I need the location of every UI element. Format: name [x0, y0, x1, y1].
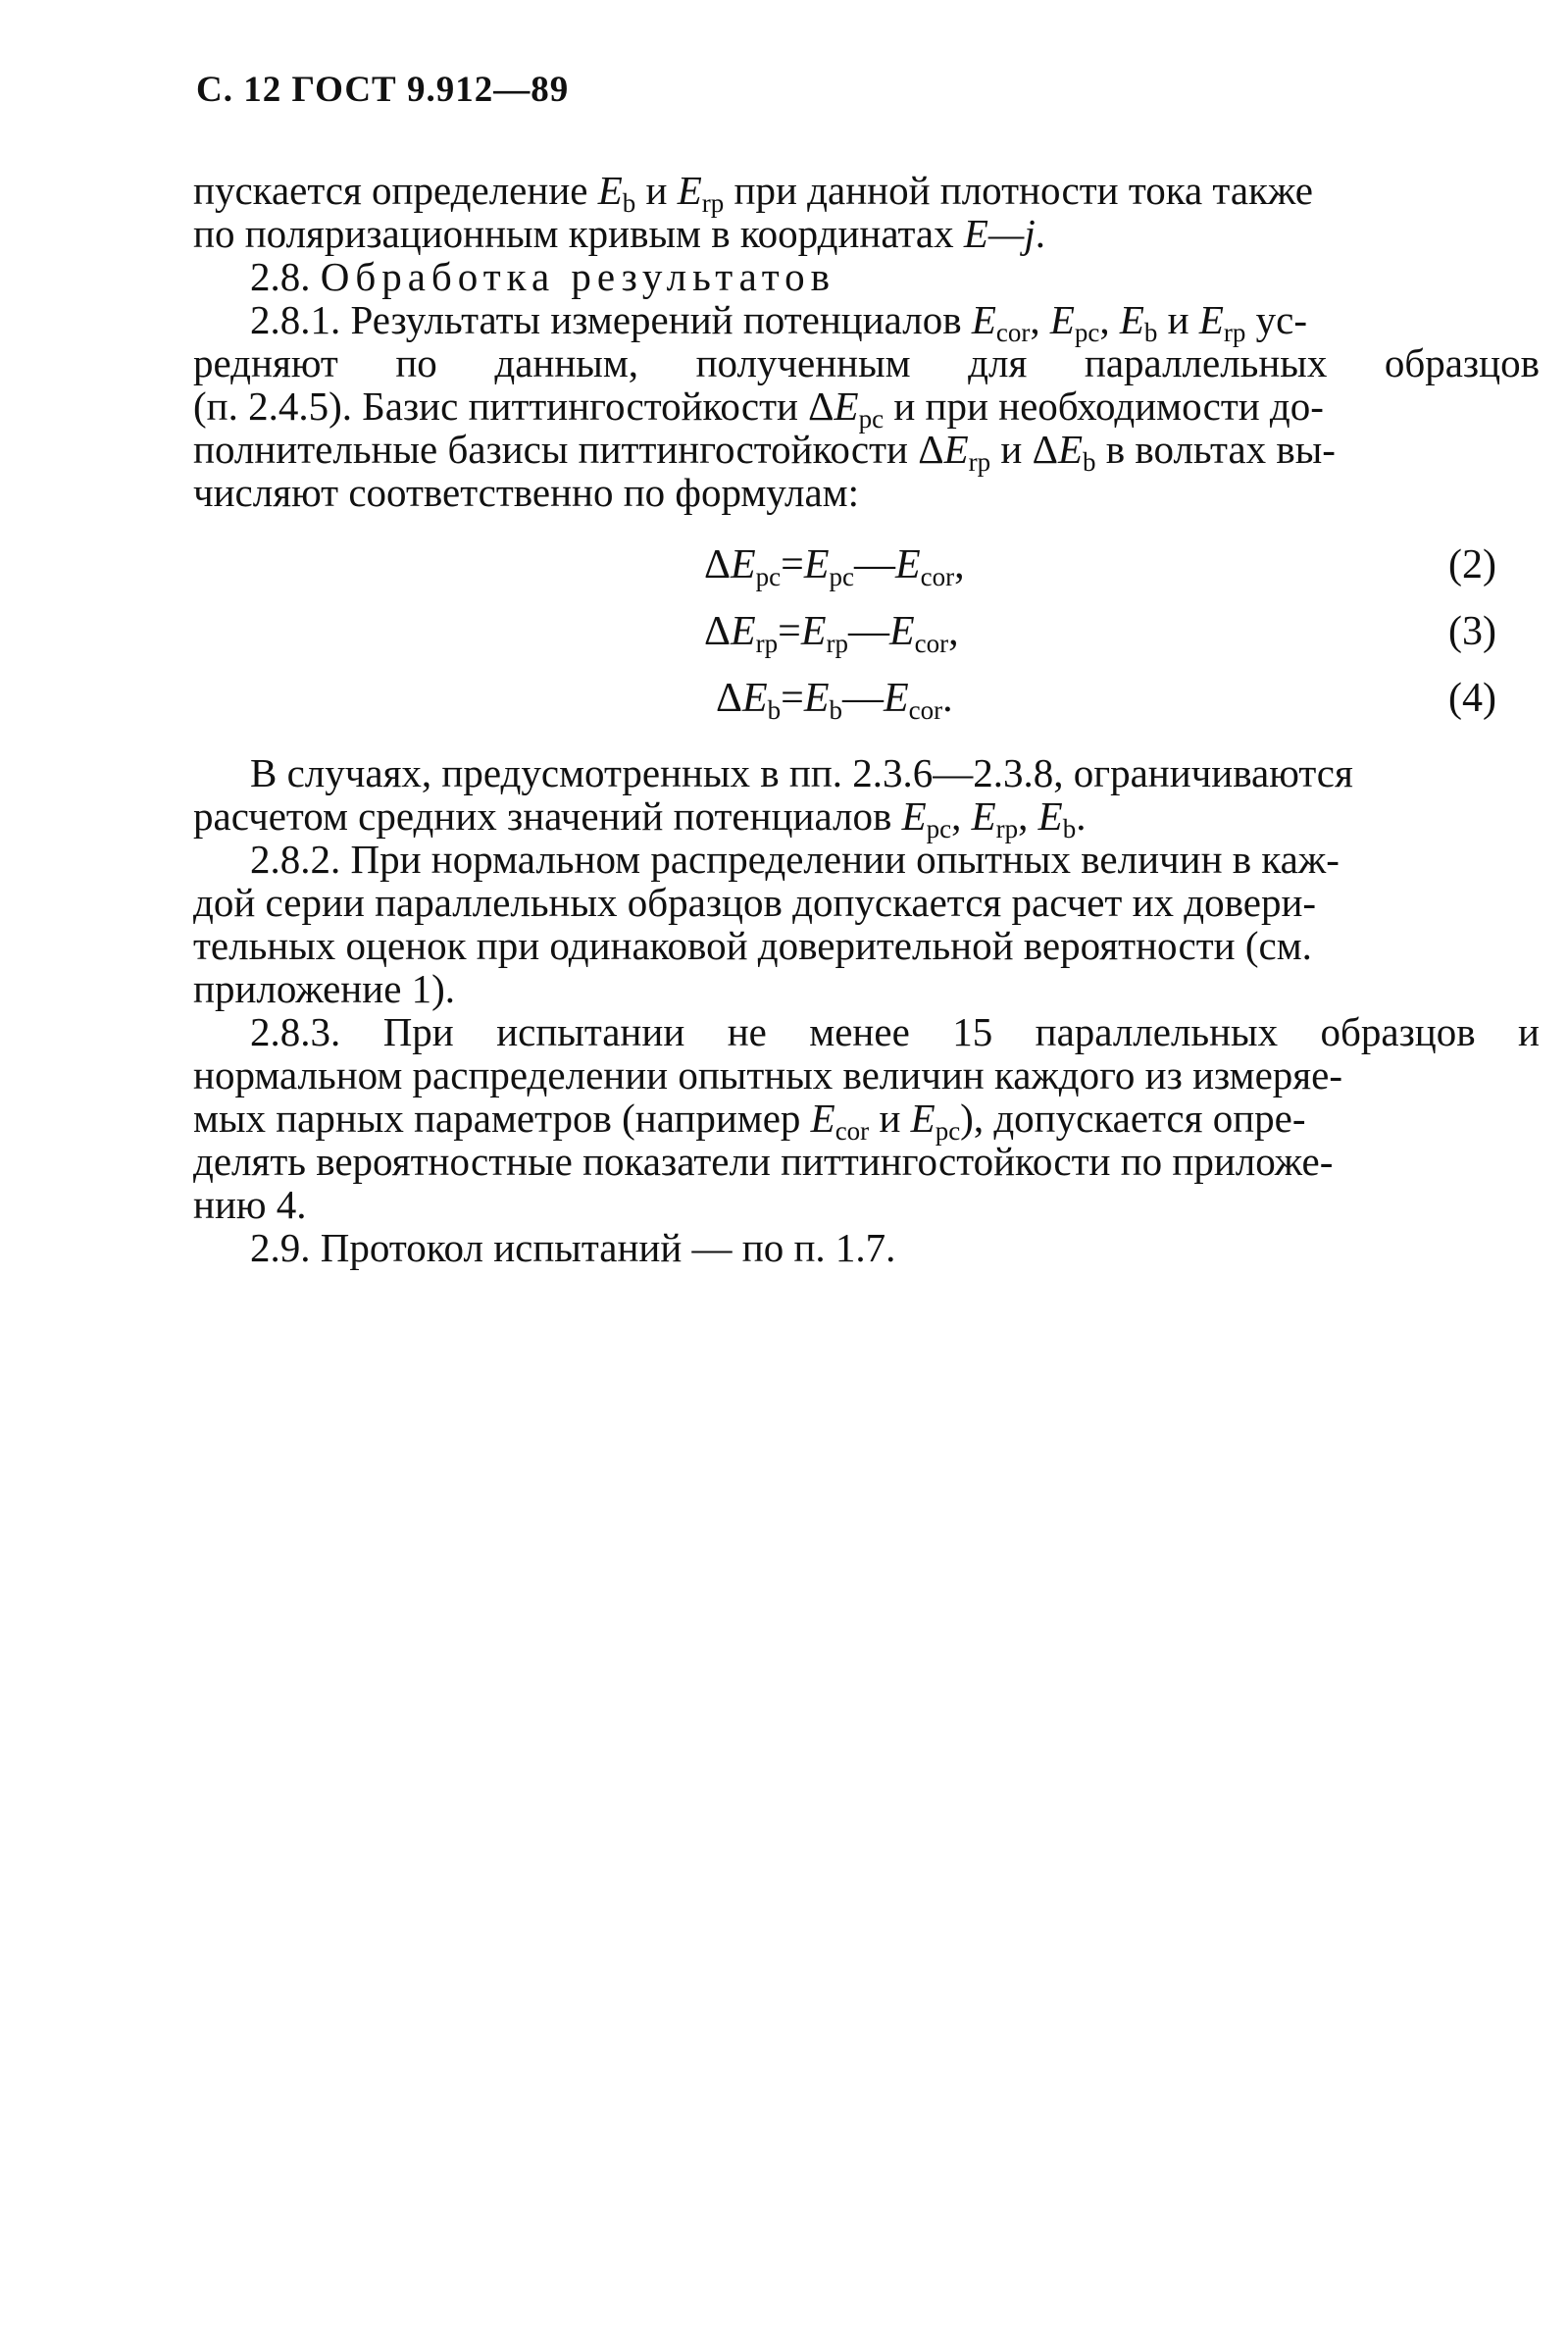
- text-line: расчетом средних значений потенциалов $E_{pc}$, $E_{rp}$, $E_b$.: [193, 793, 1087, 843]
- text-line: нормальном распределении опытных величин каждого из измеряе-: [193, 1052, 1342, 1098]
- text-line: 2.8.3. При испытании не менее 15 параллельных образцов и: [250, 1009, 1540, 1054]
- text-line: приложение 1).: [193, 966, 456, 1011]
- text-line: пускается определение $E_b$ и $E_{rp}$ при данной плотности тока также: [193, 168, 1313, 218]
- text-line: (п. 2.4.5). Базис питтингостойкости $\Delta E_{pc}$ и при необходимости до-: [193, 383, 1324, 434]
- equation-number-4: (4): [1448, 676, 1496, 721]
- page-header: С. 12 ГОСТ 9.912—89: [196, 70, 570, 110]
- text-line: 2.8.1. Результаты измерений потенциалов $E_{cor}$, $E_{pc}$, $E_b$ и $E_{rp}$ ус-: [250, 297, 1308, 347]
- text-line: числяют соответственно по формулам:: [193, 470, 859, 515]
- text-line: 2.8.2. При нормальном распределении опытных величин в каж-: [250, 837, 1340, 882]
- equation-number-3: (3): [1448, 609, 1496, 654]
- formula-3: $\Delta E_{rp}=E_{rp}—E_{cor}$,: [704, 609, 959, 658]
- section-heading: 2.8. Обработка результатов: [250, 254, 836, 299]
- text-line: 2.9. Протокол испытаний — по п. 1.7.: [250, 1225, 896, 1270]
- text-line: мых парных параметров (например $E_{cor}$ и $E_{pc}$), допускается опре-: [193, 1096, 1306, 1146]
- text-line: В случаях, предусмотренных в пп. 2.3.6—2.3.8, ограничиваются: [250, 750, 1353, 795]
- formula-2: $\Delta E_{pc}=E_{pc}—E_{cor}$,: [704, 542, 965, 591]
- formula-4: $\Delta E_b=E_b—E_{cor}$.: [716, 676, 953, 725]
- text-line: делять вероятностные показатели питтингостойкости по приложе-: [193, 1139, 1334, 1184]
- text-line: полнительные базисы питтингостойкости $\Delta E_{rp}$ и $\Delta E_b$ в вольтах вы-: [193, 427, 1336, 477]
- text-line: дой серии параллельных образцов допускается расчет их довери-: [193, 880, 1317, 925]
- equation-number-2: (2): [1448, 542, 1496, 587]
- text-line: нию 4.: [193, 1182, 307, 1227]
- text-line: тельных оценок при одинаковой доверительной вероятности (см.: [193, 923, 1312, 968]
- text-line: редняют по данным, полученным для параллельных образцов: [193, 340, 1540, 385]
- text-line: по поляризационным кривым в координатах E—j.: [193, 211, 1046, 256]
